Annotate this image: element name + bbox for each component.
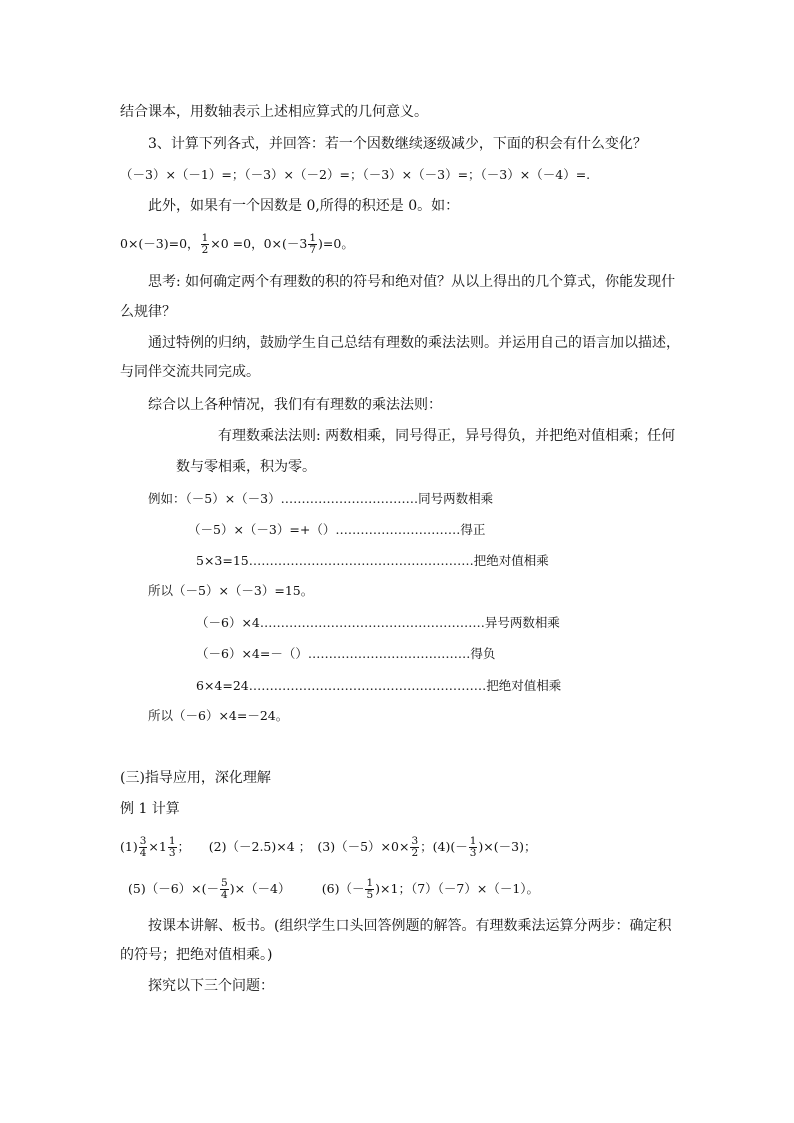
example-result: 所以（－5）×（－3）=15。 xyxy=(148,583,314,598)
formula-text: (5)（－6）×(－ xyxy=(128,881,220,896)
multiplication-rule: 有理数乘法法则: 两数相乘，同号得正，异号得负，并把绝对值相乘；任何 xyxy=(218,428,676,444)
exercise-line-1 xyxy=(120,836,536,859)
thinking-question-cont: 么规律？ xyxy=(120,304,176,320)
fraction-numerator: 5 xyxy=(221,877,228,889)
fraction xyxy=(308,233,317,256)
teaching-note-cont: 的符号；把绝对值相乘。) xyxy=(120,947,273,963)
expression-line: （－3）×（－1）=；（－3）×（－2）=；（－3）×（－3）=；（－3）×（－4）=. xyxy=(120,167,591,182)
question-3-line: 3、计算下列各式，并回答：若一个因数继续逐级减少，下面的积会有什么变化？ xyxy=(148,136,647,152)
fraction-numerator: 1 xyxy=(309,232,317,244)
fraction xyxy=(365,878,374,901)
thinking-question: 思考: 如何确定两个有理数的积的符号和绝对值？从以上得出的几个算式，你能发现什 xyxy=(148,274,676,290)
fraction-denominator: 7 xyxy=(309,244,317,256)
example-step: 6×4=24…………………………………………………把绝对值相乘 xyxy=(196,678,562,693)
example-heading: 例 1 计算 xyxy=(120,801,180,817)
fraction-denominator: 3 xyxy=(469,847,477,859)
formula-text: )=0。 xyxy=(318,236,354,251)
formula-text: (1) xyxy=(120,839,138,854)
example-step: （－6）×4………………………………………………异号两数相乘 xyxy=(196,615,560,630)
formula-text: ×0 =0，0×(－3 xyxy=(210,236,308,251)
formula-text: )×（－4） (6)（－ xyxy=(229,881,365,896)
fraction-numerator: 3 xyxy=(139,835,147,847)
fraction-numerator: 3 xyxy=(411,835,419,847)
fraction-denominator: 2 xyxy=(411,847,419,859)
fraction-numerator: 1 xyxy=(201,232,209,244)
paragraph-line: 结合课本，用数轴表示上述相应算式的几何意义。 xyxy=(120,104,428,120)
fraction-numerator: 1 xyxy=(168,835,176,847)
fraction-denominator: 5 xyxy=(366,889,374,901)
fraction-denominator: 2 xyxy=(201,244,209,256)
paragraph-line: 综合以上各种情况，我们有有理数的乘法法则： xyxy=(148,397,442,413)
paragraph-line: 此外，如果有一个因数是 0,所得的积还是 0。如： xyxy=(148,198,460,214)
zero-product-formula xyxy=(120,233,354,256)
example-result: 所以（－6）×4=－24。 xyxy=(148,708,289,723)
fraction-denominator: 4 xyxy=(221,889,228,901)
example-step: 5×3=15………………………………………………把绝对值相乘 xyxy=(196,553,549,568)
fraction xyxy=(410,836,419,859)
multiplication-rule-cont: 数与零相乘，积为零。 xyxy=(176,459,316,475)
fraction-numerator: 1 xyxy=(366,877,374,889)
teaching-note: 按课本讲解、板书。(组织学生口头回答例题的解答。有理数乘法运算分两步：确定积 xyxy=(148,918,672,934)
formula-text: ×1 xyxy=(148,839,167,854)
formula-text: ；(4)(－ xyxy=(420,839,468,854)
example-step: 例如：（－5）×（－3）……………………………同号两数相乘 xyxy=(148,491,494,506)
fraction-numerator: 1 xyxy=(469,835,477,847)
example-step: （－5）×（－3）=+（）…………………………得正 xyxy=(188,522,486,537)
exercise-line-2 xyxy=(128,878,539,901)
paragraph-line: 通过特例的归纳，鼓励学生自己总结有理数的乘法法则。并运用自己的语言加以描述， xyxy=(148,335,680,351)
formula-text: )×1；（7）（－7）×（－1）。 xyxy=(375,881,540,896)
exploration-prompt: 探究以下三个问题： xyxy=(148,978,274,994)
example-step: （－6）×4=－（）…………………………………得负 xyxy=(196,646,496,661)
formula-text: ； (2)（－2.5)×4 ； (3)（－5）×0× xyxy=(177,839,410,854)
fraction xyxy=(168,836,177,859)
section-heading: (三)指导应用，深化理解 xyxy=(120,770,271,786)
fraction xyxy=(139,836,148,859)
paragraph-line-cont: 与同伴交流共同完成。 xyxy=(120,364,260,380)
fraction xyxy=(469,836,478,859)
fraction-denominator: 4 xyxy=(139,847,147,859)
fraction xyxy=(220,878,229,901)
fraction xyxy=(201,233,210,256)
fraction-denominator: 3 xyxy=(168,847,176,859)
formula-text: )×(－3)； xyxy=(478,839,537,854)
formula-text: 0×(－3)=0， xyxy=(120,236,200,251)
